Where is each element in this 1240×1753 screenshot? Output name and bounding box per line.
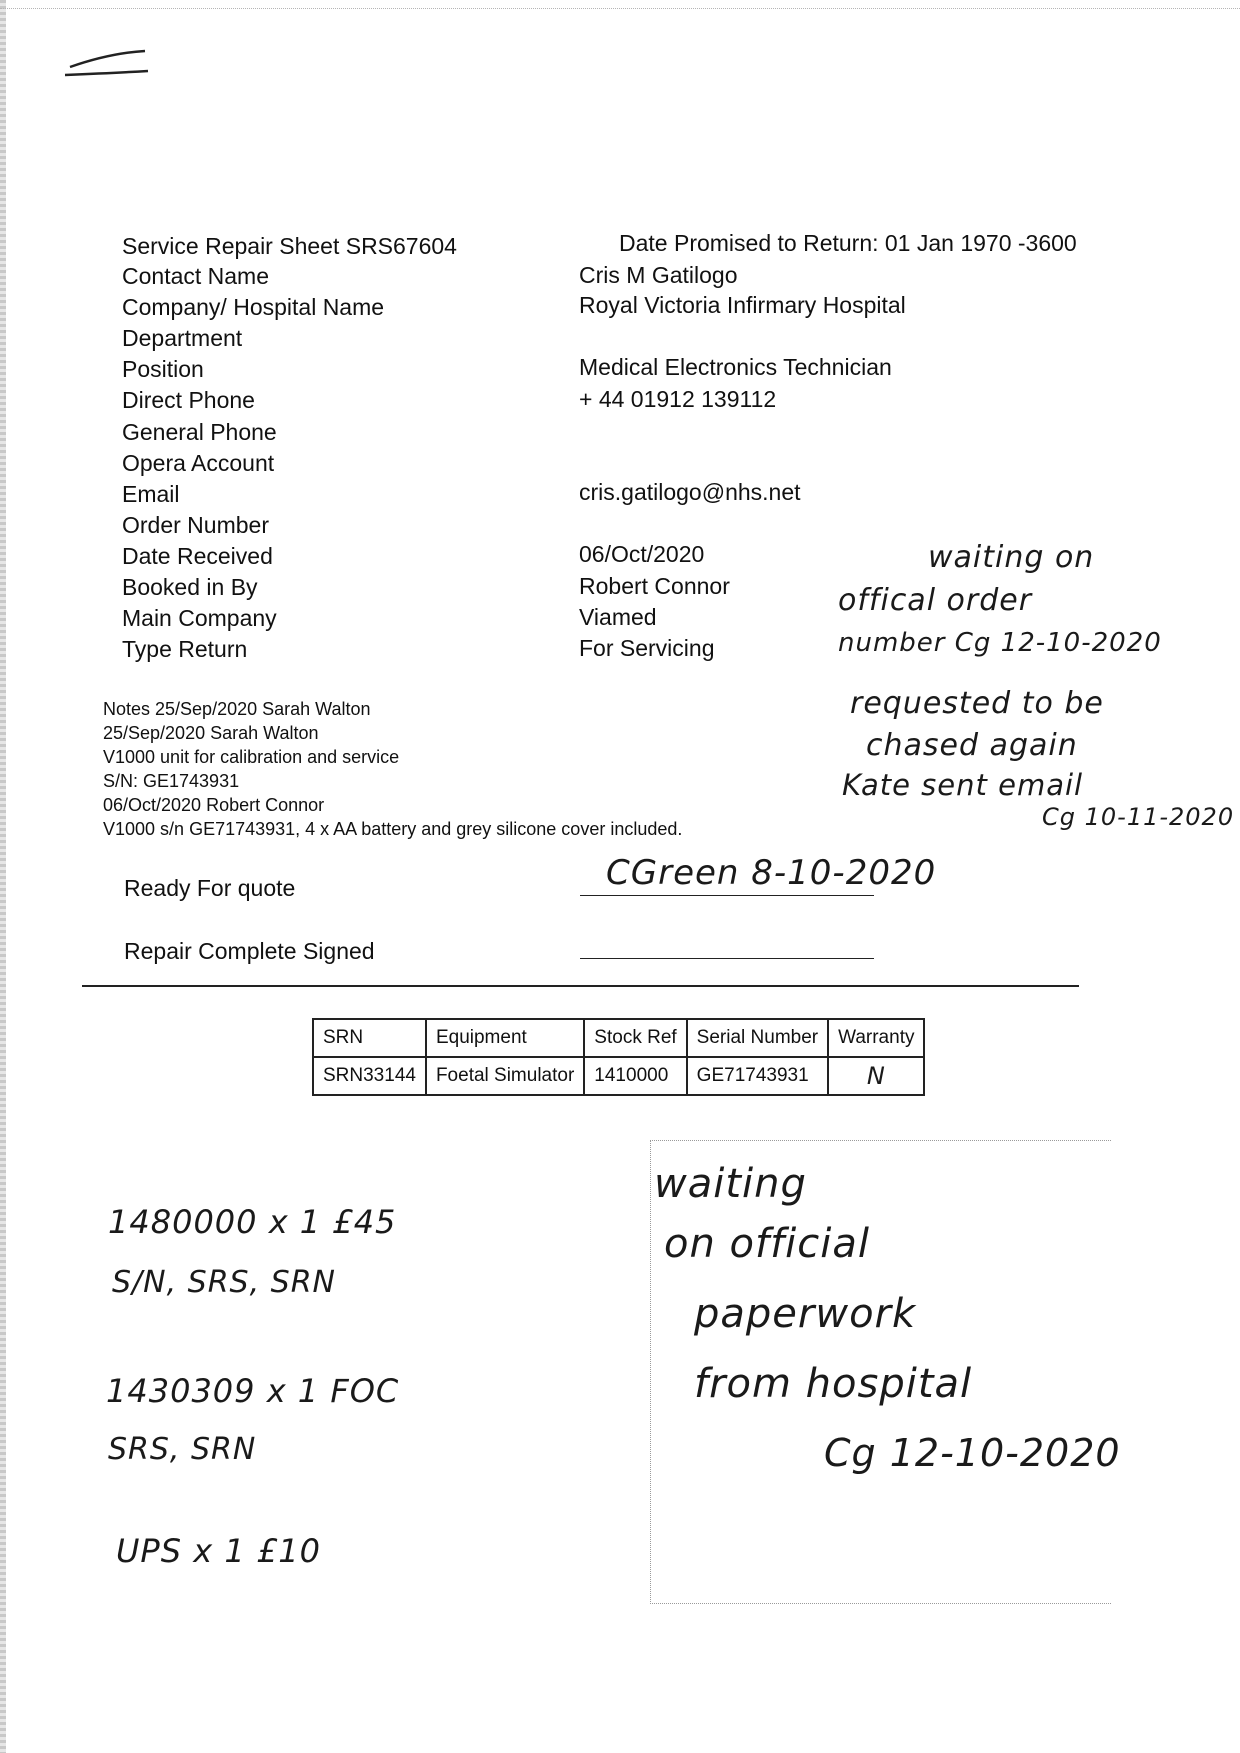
notes-line: V1000 unit for calibration and service (103, 747, 400, 767)
repair-complete-line (580, 958, 874, 959)
scan-edge (0, 0, 6, 1753)
field-label-opera-account: Opera Account (122, 450, 275, 476)
ready-for-quote-signature: CGreen 8-10-2020 (606, 853, 937, 893)
ready-for-quote-label: Ready For quote (124, 875, 296, 901)
table-row (313, 1057, 924, 1095)
field-label-order-number: Order Number (122, 512, 269, 538)
handwritten-line: Cg 12-10-2020 (824, 1431, 1121, 1475)
cell-stock-ref: 1410000 (584, 1057, 686, 1095)
handwritten-line: chased again (866, 728, 1078, 763)
scan-top-edge (0, 8, 1240, 10)
field-value-company: Royal Victoria Infirmary Hospital (579, 292, 906, 318)
repair-complete-label: Repair Complete Signed (124, 938, 375, 964)
handwritten-line: SRS, SRN (108, 1432, 257, 1467)
notes-block (103, 697, 682, 841)
field-label-direct-phone: Direct Phone (122, 387, 255, 413)
sheet-title: Service Repair Sheet SRS67604 (122, 233, 457, 259)
handwritten-tick-mark (60, 45, 160, 85)
field-value-contact-name: Cris M Gatilogo (579, 262, 738, 288)
field-label-contact-name: Contact Name (122, 263, 270, 289)
column-header-equipment: Equipment (426, 1019, 584, 1057)
handwritten-line: number Cg 12-10-2020 (838, 628, 1162, 658)
cell-srn: SRN33144 (313, 1057, 426, 1095)
cell-equipment: Foetal Simulator (426, 1057, 584, 1095)
section-divider (82, 985, 1079, 987)
handwritten-line: S/N, SRS, SRN (112, 1265, 336, 1300)
handwritten-line: waiting on (928, 540, 1095, 575)
ready-for-quote-line (580, 895, 874, 896)
notes-line: S/N: GE1743931 (103, 771, 240, 791)
handwritten-line: on official (664, 1221, 871, 1267)
handwritten-note-box (650, 1140, 1121, 1604)
notes-line: 06/Oct/2020 Robert Connor (103, 795, 325, 815)
field-label-company: Company/ Hospital Name (122, 294, 385, 320)
field-value-email: cris.gatilogo@nhs.net (579, 479, 801, 505)
handwritten-line: 1480000 x 1 £45 (108, 1203, 397, 1241)
handwritten-line: paperwork (694, 1291, 917, 1337)
equipment-table (312, 1018, 925, 1096)
handwritten-line: Cg 10-11-2020 (1042, 803, 1235, 831)
notes-line: Notes 25/Sep/2020 Sarah Walton (103, 699, 371, 719)
column-header-srn: SRN (313, 1019, 426, 1057)
date-promised: Date Promised to Return: 01 Jan 1970 -3600 (619, 230, 1077, 256)
field-label-general-phone: General Phone (122, 419, 277, 445)
field-value-position: Medical Electronics Technician (579, 354, 892, 380)
field-value-date-received: 06/Oct/2020 (579, 541, 705, 567)
column-header-serial-number: Serial Number (687, 1019, 828, 1057)
notes-line: 25/Sep/2020 Sarah Walton (103, 723, 319, 743)
field-label-position: Position (122, 356, 204, 382)
field-label-main-company: Main Company (122, 605, 277, 631)
handwritten-line: Kate sent email (842, 768, 1084, 802)
handwritten-line: offical order (838, 583, 1033, 618)
field-label-email: Email (122, 481, 180, 507)
handwritten-line: waiting (654, 1161, 807, 1207)
field-value-direct-phone: + 44 01912 139112 (579, 386, 777, 412)
field-label-department: Department (122, 325, 243, 351)
field-label-date-received: Date Received (122, 543, 273, 569)
field-value-booked-in-by: Robert Connor (579, 573, 730, 599)
cell-serial-number: GE71743931 (687, 1057, 828, 1095)
handwritten-line: from hospital (694, 1361, 973, 1407)
handwritten-line: 1430309 x 1 FOC (106, 1372, 400, 1410)
column-header-warranty: Warranty (828, 1019, 924, 1057)
handwritten-line: requested to be (850, 686, 1104, 721)
field-value-main-company: Viamed (579, 604, 657, 630)
table-header-row (313, 1019, 924, 1057)
field-label-type-return: Type Return (122, 636, 248, 662)
column-header-stock-ref: Stock Ref (584, 1019, 686, 1057)
field-value-type-return: For Servicing (579, 635, 715, 661)
field-label-booked-in-by: Booked in By (122, 574, 258, 600)
notes-line: V1000 s/n GE71743931, 4 x AA battery and grey silicone cover included. (103, 819, 683, 839)
cell-warranty: N (828, 1057, 924, 1095)
handwritten-line: UPS x 1 £10 (116, 1532, 321, 1570)
